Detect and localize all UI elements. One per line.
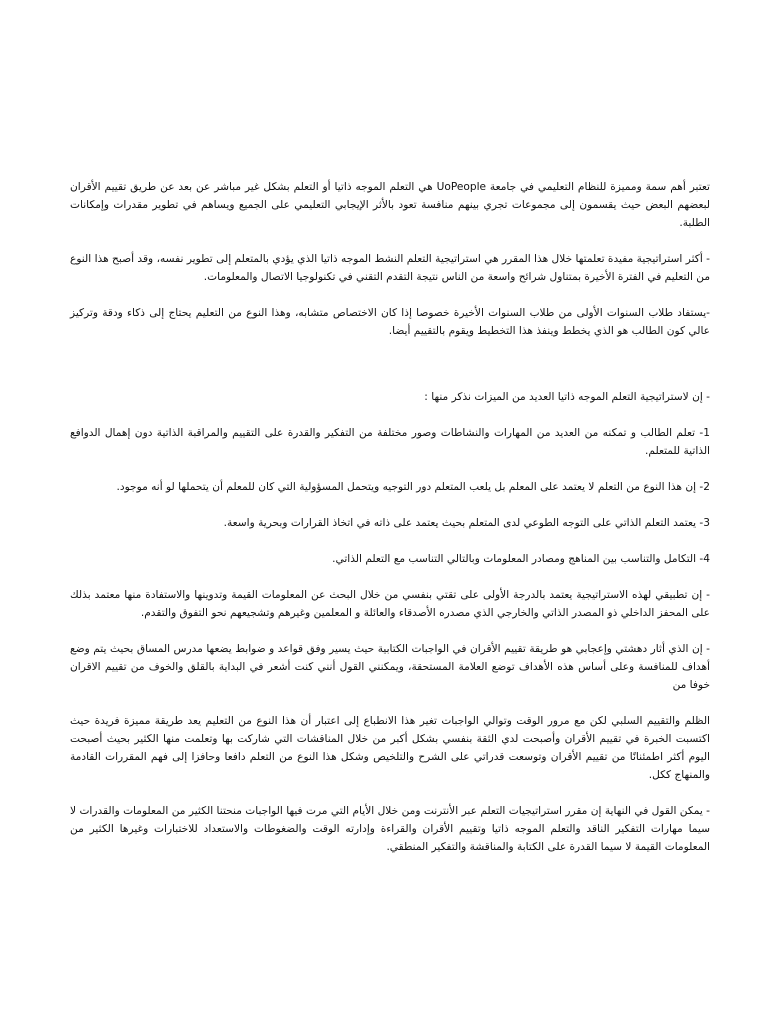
list-item-feature-4: 4- التكامل والتناسب بين المناهج ومصادر المعلومات وبالتالي التناسب مع التعلم الذاتي. [332, 553, 710, 565]
paragraph-benefit: -يستفاد طلاب السنوات الأولى من طلاب السنوات الأخيرة خصوصا إذا كان الاختصاص متشابه، وهذا النوع من التعليم يحتاج إلى ذكاء ودقة وتركيز عالي كون الطالب هو الذي يخطط وينفذ هذا التخطيط ويقوم بالتقييم أيضا. [70, 307, 710, 337]
paragraph-intro: تعتبر أهم سمة ومميزة للنظام التعليمي في جامعة UoPeople هي التعلم الموجه ذاتيا أو التعلم بشكل غير مباشر عن بعد عن طريق تقييم الأقران لبعضهم البعض حيث يقسمون إلى مجموعات تجري بينهم منافسة تعود بالأثر الإيجابي التعليمي على الجميع ويساهم في تطوير مقدرات وإمكانات الطلبة. [70, 181, 710, 229]
paragraph-peer-assessment-continued: الظلم والتقييم السلبي لكن مع مرور الوقت وتوالي الواجبات تغير هذا الانطباع إلى اعتبار أن هذا النوع من التعليم يعد طريقة مميزة فريدة حيث اكتسبت الخبرة في تقييم الأقران وأصبحت لدي الثقة بنفسي بشكل أكبر من خلال المناقشات التي شاركت بها وتعلمت منها الكثير بحيث أصبحت اليوم أكثر اطمئنانًا من تقييم الأقران وتوسعت قدراتي على الشرح والتلخيص وشكل هذا النوع من التعلم دافعا وحافزا إلى فهم المقررات القادمة والمنهاج ككل. [70, 715, 710, 781]
paragraph-conclusion: - يمكن القول في النهاية إن مقرر استراتيجيات التعلم عبر الأنترنت ومن خلال الأيام التي مرت فيها الواجبات منحتنا الكثير من المعلومات والقدرات لا سيما مهارات التفكير الناقد والتعلم الموجه ذاتيا وتقييم الأقران والقراءة وإدارته الوقت والضغوطات والاستعداد للاختبارات وغيرها الكثير من المعلومات القيمة لا سيما القدرة على الكتابة والمناقشة والتفكير المنطقي. [70, 805, 710, 853]
paragraph-features-intro: - إن لاستراتيجية التعلم الموجه ذاتيا العديد من الميزات نذكر منها : [424, 391, 710, 403]
paragraph-strategy: - أكثر استراتيجية مفيدة تعلمتها خلال هذا المقرر هي استراتيجية التعلم النشط الموجه ذاتيا الذي يؤدي بالمتعلم إلى تطوير نفسه، وقد أصبح هذا النوع من التعليم في الفترة الأخيرة بمتناول شرائح واسعة من الناس نتيجة التقدم التقني في تكنولوجيا الاتصال والمعلومات. [70, 253, 710, 283]
paragraph-peer-assessment: - إن الذي أثار دهشتي وإعجابي هو طريقة تقييم الأقران في الواجبات الكتابية حيث يسير وفق قواعد و ضوابط يضعها مدرس المساق بحيث يتم وضع أهداف للمنافسة وعلى أساس هذه الأهداف توضع العلامة المستحقة، ويمكنني القول أنني كنت أشعر في البداية بالقلق والخوف من تقييم الاقران خوفا من [70, 643, 710, 691]
document-body [70, 178, 710, 874]
paragraph-application: - إن تطبيقي لهذه الاستراتيجية يعتمد بالدرجة الأولى على تقتي بنفسي من خلال البحث عن المعلومات القيمة وتدوينها والاستفادة منها معتمد بذلك على المحفز الداخلي ذو المصدر الذاتي والخارجي الذي مصدره الأصدقاء والعائلة و المعلمين وغيرهم وتشجيعهم نحو التفوق والتقدم. [70, 589, 710, 619]
list-item-feature-2: 2- إن هذا النوع من التعلم لا يعتمد على المعلم بل يلعب المتعلم دور التوجيه ويتحمل المسؤولية التي كان للمعلم أن يتحملها لو أنه موجود. [116, 481, 710, 493]
list-item-feature-3: 3- يعتمد التعلم الذاتي على التوجه الطوعي لدى المتعلم بحيث يعتمد على ذاته في اتخاذ القرارات وبحرية واسعة. [223, 517, 710, 529]
list-item-feature-1: 1- تعلم الطالب و تمكنه من العديد من المهارات والنشاطات وصور مختلفة من التفكير والقدرة على التقييم والمراقبة الذاتية دون إهمال الدوافع الذاتية للمتعلم. [70, 427, 710, 457]
